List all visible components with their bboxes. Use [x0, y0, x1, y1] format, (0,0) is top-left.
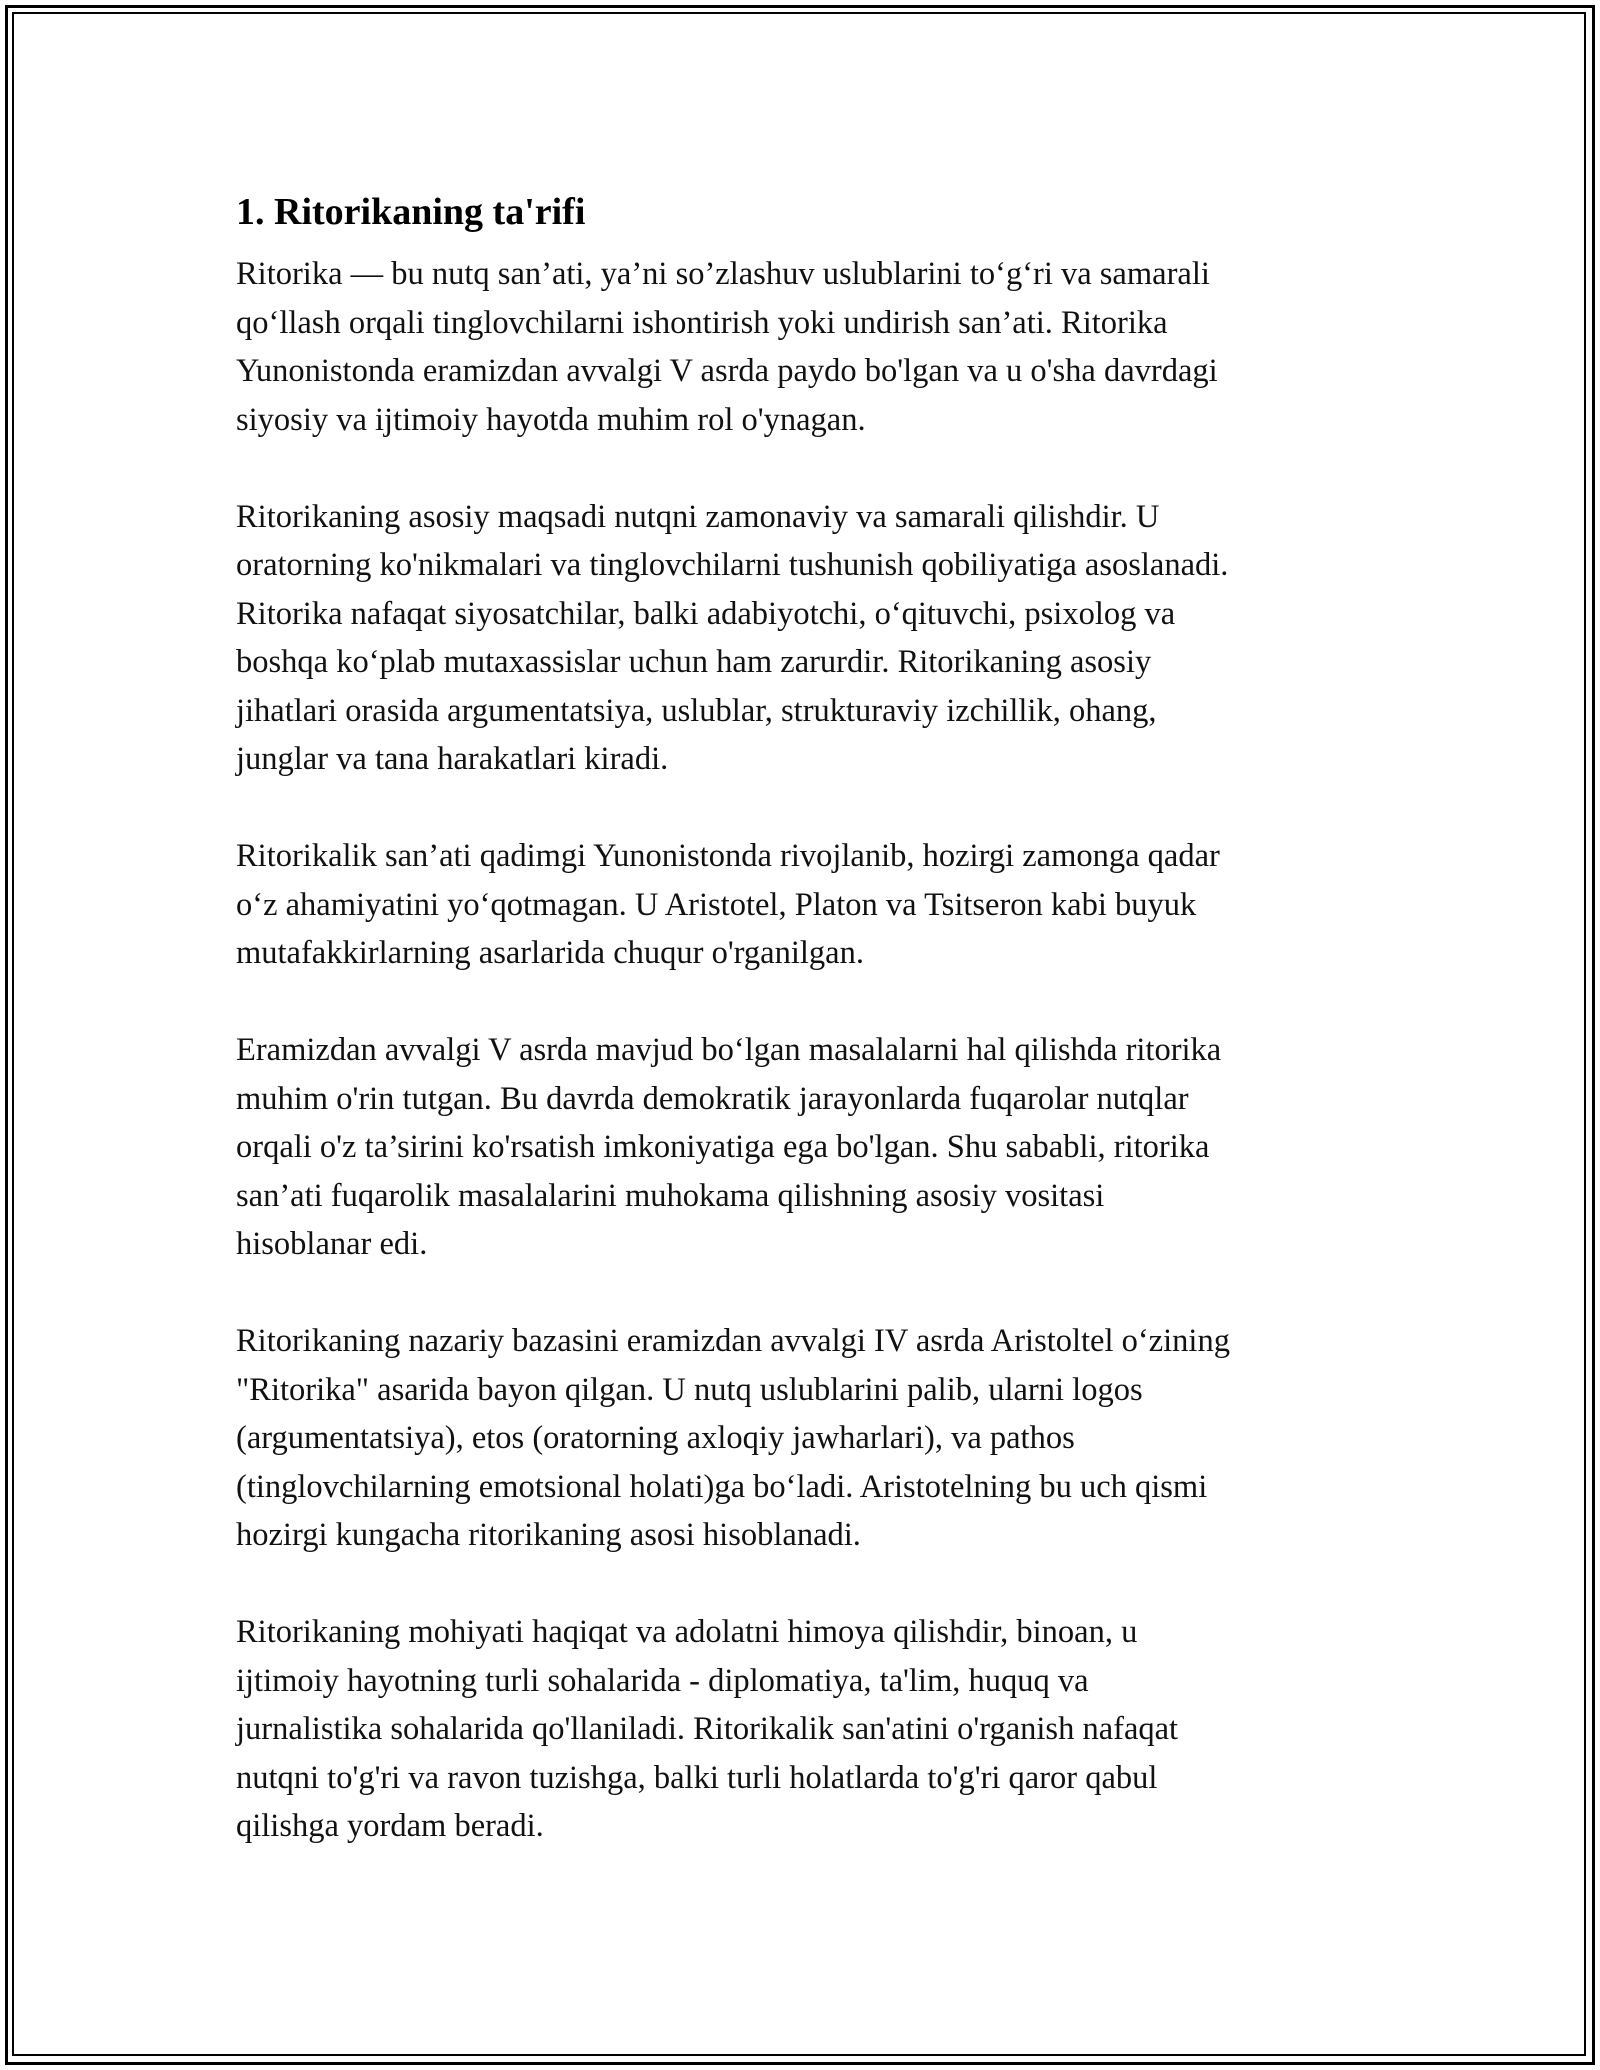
section-heading: 1. Ritorikaning ta'rifi — [236, 191, 586, 233]
paragraph-democracy: Eramizdan avvalgi V asrda mavjud bo‘lgan masalalarni hal qilishda ritorika muhim o'rin tutgan. Bu davrda demokratik jarayonlarda fuqarolar nutqlar orqali o'z ta’sirini ko'rsatish imkoniyatiga ega bo'lgan. Shu sababli, ritorika san’ati fuqarolik masalalarini muhokama qilishning asosiy vositasi hisoblanar edi. — [236, 1032, 1222, 1262]
paragraph-definition: Ritorika — bu nutq san’ati, ya’ni so’zlashuv uslublarini to‘g‘ri va samarali qo‘llash orqali tinglovchilarni ishontirish yoki undirish san’ati. Ritorika Yunonistonda eramizdan avvalgi V asrda paydo bo'lgan va u o'sha davrdagi siyosiy va ijtimoiy hayotda muhim rol o'ynagan. — [236, 256, 1218, 438]
paragraph-aristotle: Ritorikaning nazariy bazasini eramizdan avvalgi IV asrda Aristoltel o‘zining "Ritorika" asarida bayon qilgan. U nutq uslublarini palib, ularni logos (argumentatsiya), etos (oratorning axloqiy jawharlari), va pathos (tinglovchilarning emotsional holati)ga bo‘ladi. Aristotelning bu uch qismi hozirgi kungacha ritorikaning asosi hisoblanadi. — [236, 1323, 1230, 1553]
paragraph-essence: Ritorikaning mohiyati haqiqat va adolatni himoya qilishdir, binoan, u ijtimoiy hayotning turli sohalarida - diplomatiya, ta'lim, huquq va jurnalistika sohalarida qo'llaniladi. Ritorikalik san'atini o'rganish nafaqat nutqni to'g'ri va ravon tuzishga, balki turli holatlarda to'g'ri qaror qabul qilishga yordam beradi. — [236, 1614, 1179, 1844]
document-body — [236, 186, 1376, 1899]
paragraph-history: Ritorikalik san’ati qadimgi Yunonistonda rivojlanib, hozirgi zamonga qadar o‘z ahamiyatini yo‘qotmagan. U Aristotel, Platon va Tsitseron kabi buyuk mutafakkirlarning asarlarida chuqur o'rganilgan. — [236, 838, 1220, 971]
paragraph-purpose: Ritorikaning asosiy maqsadi nutqni zamonaviy va samarali qilishdir. U oratorning ko'nikmalari va tinglovchilarni tushunish qobiliyatiga asoslanadi. Ritorika nafaqat siyosatchilar, balki adabiyotchi, o‘qituvchi, psixolog va boshqa ko‘plab mutaxassislar uchun ham zarurdir. Ritorikaning asosiy jihatlari orasida argumentatsiya, uslublar, strukturaviy izchillik, ohang, junglar va tana harakatlari kiradi. — [236, 498, 1229, 777]
